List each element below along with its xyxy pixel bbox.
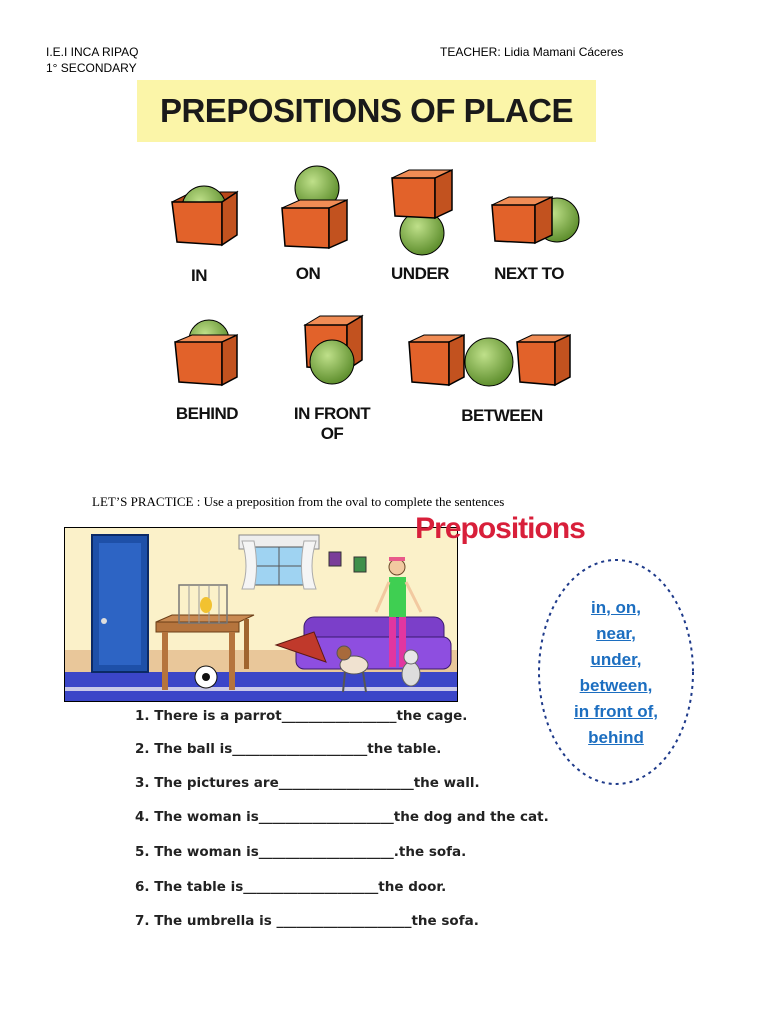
- label-under: UNDER: [391, 264, 449, 283]
- label-in-front-of: IN FRONT OF: [293, 404, 371, 443]
- prepositions-title: Prepositions: [415, 512, 585, 545]
- label-in: IN: [191, 266, 207, 285]
- label-between: BETWEEN: [461, 406, 543, 425]
- poster-title: PREPOSITIONS OF PLACE: [159, 92, 574, 129]
- soccer-ball: [195, 666, 217, 688]
- word-under: under,: [590, 650, 642, 669]
- word-near: near,: [596, 624, 636, 643]
- preposition-illustrations: [137, 80, 596, 443]
- door: [92, 535, 148, 672]
- word-in-front-of: in front of,: [573, 702, 659, 721]
- next-to-illustration: [492, 197, 579, 243]
- label-on: ON: [295, 264, 321, 283]
- room-scene: [64, 527, 458, 702]
- in-front-of-illustration: [305, 316, 362, 384]
- on-illustration: [282, 166, 347, 248]
- sentence-4: 4. The woman is____________________the dog and the cat.: [135, 809, 549, 825]
- window: [239, 535, 319, 589]
- grade-level: 1° SECONDARY: [46, 61, 137, 75]
- sentence-1: 1. There is a parrot_________________the cage.: [135, 708, 468, 724]
- teacher-name: TEACHER: Lidia Mamani Cáceres: [440, 45, 624, 59]
- word-in-on: in, on,: [590, 598, 642, 617]
- sofa: [296, 617, 451, 669]
- label-next-to: NEXT TO: [494, 264, 564, 283]
- between-illustration: [409, 335, 570, 386]
- under-illustration: [392, 170, 452, 255]
- practice-instruction: LET’S PRACTICE : Use a preposition from the oval to complete the sentences: [92, 494, 505, 509]
- sentence-5: 5. The woman is____________________.the sofa.: [135, 844, 467, 860]
- label-behind: BEHIND: [175, 404, 239, 423]
- word-between: between,: [579, 676, 653, 695]
- school-name: I.E.I INCA RIPAQ: [46, 45, 139, 59]
- word-behind: behind: [588, 728, 644, 747]
- sentence-2: 2. The ball is____________________the table.: [135, 741, 442, 757]
- sentence-7: 7. The umbrella is ____________________the sofa.: [135, 913, 479, 929]
- behind-illustration: [175, 320, 237, 385]
- prepositions-poster: [137, 80, 596, 443]
- sentence-6: 6. The table is____________________the door.: [135, 879, 447, 895]
- cat: [402, 650, 420, 686]
- sentence-3: 3. The pictures are____________________the wall.: [135, 775, 480, 791]
- in-illustration: [172, 186, 237, 245]
